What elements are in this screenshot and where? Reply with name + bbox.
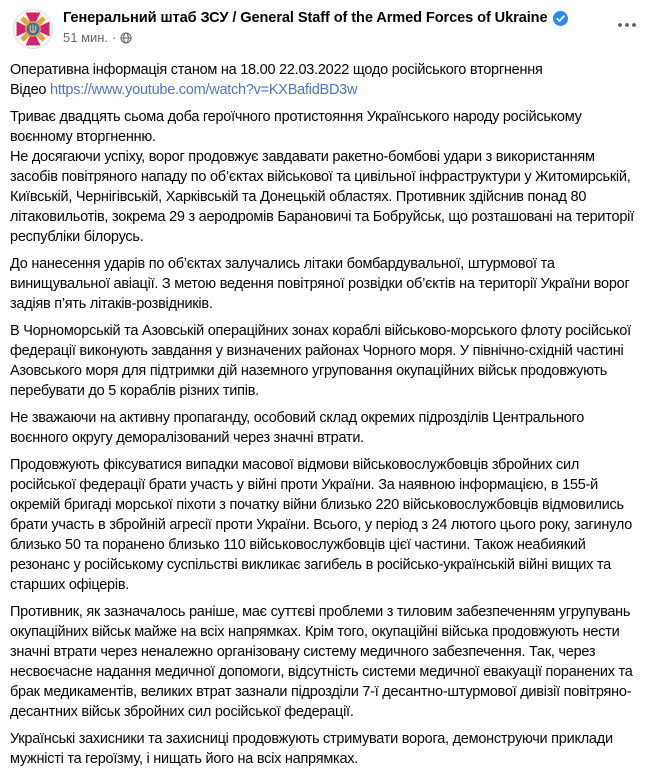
youtube-link[interactable]: https://www.youtube.com/watch?v=KXBafidBD3w: [50, 82, 358, 98]
post-paragraph-intro: [10, 60, 645, 100]
post-paragraph: [10, 729, 645, 769]
paragraph-text: Противник, як зазначалось раніше, має суттєві проблеми з тиловим забезпеченням угрупувань окупаційних військ майже на всіх напрямках. Крім того, окупаційні війська продовжують нести значні втрати через неналежно організовану систему медичного забезпечення. Так, через несвоєчасне надання медичної допомоги, відсутність системи медичної евакуації поранених та брак медикаментів, великих втрат зазнали підрозділи 7-ї десантно-штурмової дивізії повітряно-десантних військ збройних сил російської федерації.: [10, 604, 633, 720]
general-staff-emblem-icon: [13, 9, 53, 49]
post-header: [0, 0, 655, 49]
post-paragraph: [10, 602, 645, 722]
more-options-button[interactable]: [613, 14, 641, 36]
paragraph-text: Триває двадцять сьома доба героїчного протистояння Українського народу російському воєнному вторгненню.: [10, 109, 582, 145]
paragraph-text: В Чорноморській та Азовській операційних зонах кораблі військово-морського флоту російської федерації виконують завдання у визначених районах Чорного моря. У північно-східній частині Азовського моря для підтримки дій наземного угруповання окупаційних військ продовжують перебувати до 5 кораблів різних типів.: [10, 323, 631, 399]
post-paragraph: [10, 455, 645, 595]
video-line: [10, 80, 645, 100]
paragraph-text: До нанесення ударів по об’єктах залучались літаки бомбардувальної, штурмової та винищувальної авіації. З метою ведення повітряної розвідки об’єктів на території України ворог задіяв п’ять літаків-розвідників.: [10, 256, 630, 312]
post-paragraph: [10, 254, 645, 314]
post-paragraph: [10, 321, 645, 401]
paragraph-text: Українські захисники та захисниці продовжують стримувати ворога, демонструючи приклади мужністі та героїзму, і нищать його на всіх напрямках.: [10, 731, 613, 767]
ellipsis-icon: [617, 22, 637, 28]
paragraph-text: Не зважаючи на активну пропаганду, особовий склад окремих підрозділів Центрального воєнного округу деморалізований через значні втрати.: [10, 410, 585, 446]
intro-line: Оперативна інформація станом на 18.00 22.03.2022 щодо російського вторгнення: [10, 62, 543, 78]
globe-icon: [120, 32, 132, 44]
meta-separator: ·: [112, 30, 117, 45]
verified-badge-icon: [553, 11, 568, 26]
header-info: [63, 9, 643, 45]
post-paragraph: [10, 107, 645, 247]
post-paragraph: [10, 408, 645, 448]
post-body: [0, 49, 655, 769]
timestamp[interactable]: 51 мин.: [63, 30, 109, 45]
paragraph-text: Не досягаючи успіху, ворог продовжує завдавати ракетно-бомбові удари з використанням засобів повітряного нападу по об’єктах військової та цивільної інфраструктури у Житомирській, Київській, Чернігівській, Харківській та Донецькій областях. Противник здійснив понад 80 літаковильотів, зокрема 29 з аеродромів Барановичі та Бобруйськ, що розташовані на території республіки білорусь.: [10, 149, 634, 245]
video-label: Відео: [10, 82, 51, 98]
avatar[interactable]: [13, 9, 53, 49]
page-name[interactable]: Генеральний штаб ЗСУ / General Staff of the Armed Forces of Ukraine: [63, 10, 548, 26]
post-meta: [63, 30, 643, 45]
paragraph-text: Продовжують фіксуватися випадки масової відмови військовослужбовців збройних сил російської федерації брати участь у війні проти України. За наявною інформацією, в 155-й окремій бригаді морської піхоти з початку війни близько 220 військовослужбовців відмовились брати участь в збройній агресії проти України. Всього, у період з 24 лютого цього року, загинуло близько 50 та поранено близько 110 військовослужбовців цієї частини. Також неабиякий резонанс у російському суспільстві викликає загибель в російсько-українській війні вищих та старших офіцерів.: [10, 457, 633, 593]
